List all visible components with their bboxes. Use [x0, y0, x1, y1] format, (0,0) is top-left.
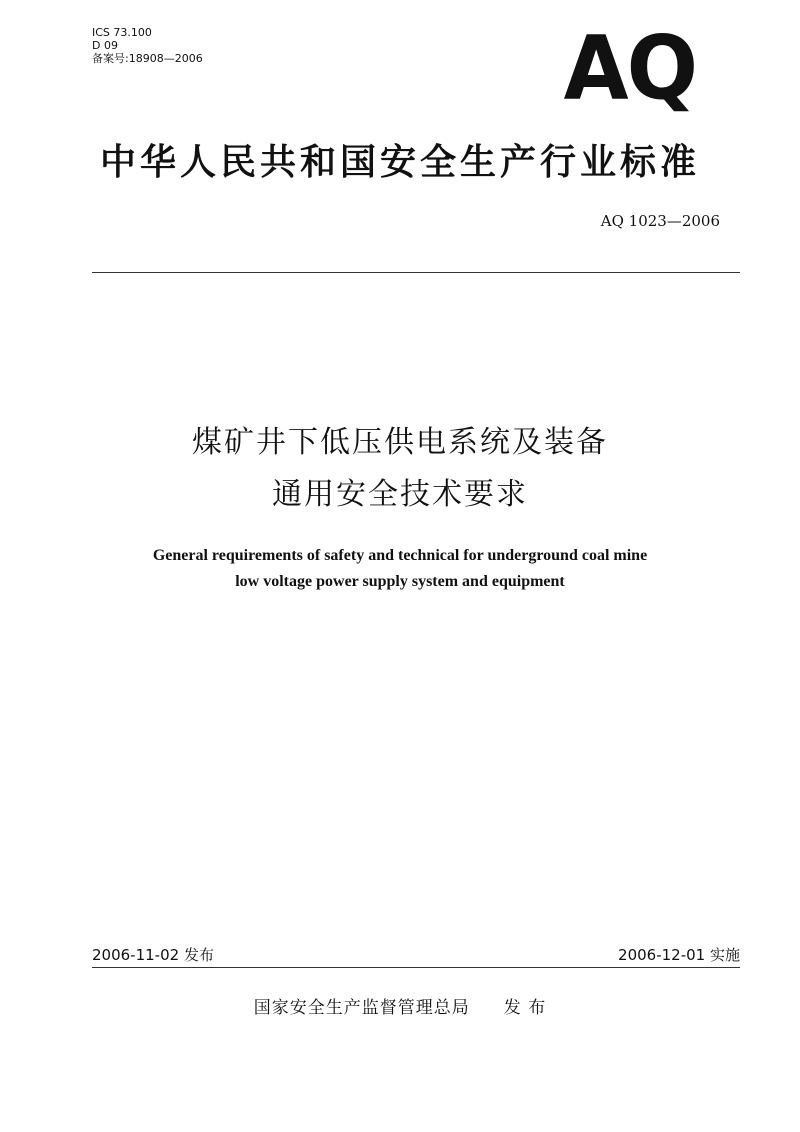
title-cn-line1: 煤矿井下低压供电系统及装备: [192, 425, 608, 460]
ics-code: ICS 73.100: [92, 26, 152, 39]
standard-number: AQ 1023—2006: [600, 212, 720, 230]
bottom-divider: [92, 967, 740, 968]
title-en-line1: General requirements of safety and technical for underground coal mine: [152, 547, 648, 564]
title-en-line2: low voltage power supply system and equipment: [235, 573, 565, 590]
record-number: 备案号:18908—2006: [92, 52, 203, 65]
title-cn-line2: 通用安全技术要求: [272, 477, 528, 512]
aq-logo: AQ: [563, 16, 696, 120]
publish-date: 2006-11-02 发布: [92, 946, 214, 964]
standard-org-title: 中华人民共和国安全生产行业标准: [99, 142, 700, 183]
issuer-name: 国家安全生产监督管理总局: [253, 998, 470, 1018]
classification-block: [92, 26, 203, 65]
issue-word: 发 布: [503, 998, 547, 1018]
effective-date: 2006-12-01 实施: [618, 946, 740, 964]
issuer-line: [0, 993, 800, 1018]
class-code: D 09: [92, 39, 118, 52]
top-divider: [92, 272, 740, 273]
